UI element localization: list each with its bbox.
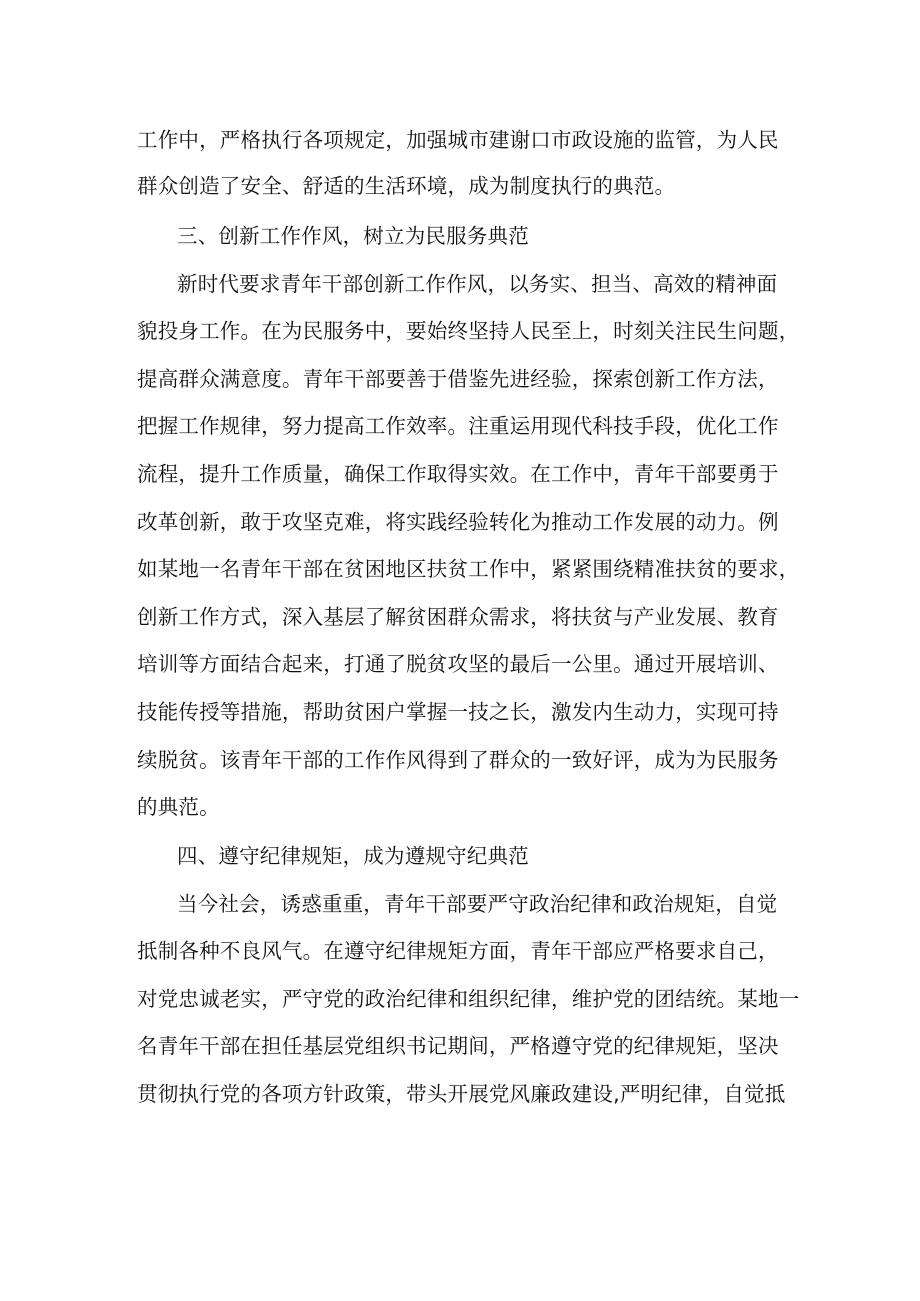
body-text-line: 当今社会，诱惑重重，青年干部要严守政治纪律和政治规矩，自觉 (177, 892, 778, 916)
body-text-line: 名青年干部在担任基层党组织书记期间，严格遵守党的纪律规矩，坚决 (137, 1034, 779, 1058)
body-text-line: 培训等方面结合起来，打通了脱贫攻坚的最后一公里。通过开展培训、 (137, 652, 779, 676)
body-text-line: 对党忠诚老实，严守党的政治纪律和组织纪律，维护党的团结统。某地一 (137, 987, 800, 1011)
body-text-line: 新时代要求青年干部创新工作作风，以务实、担当、高效的精神面 (177, 272, 778, 296)
body-text-line: 的典范。 (137, 795, 220, 819)
body-text-line: 群众创造了安全、舒适的生活环境，成为制度执行的典范。 (137, 174, 676, 198)
body-text-line: 把握工作规律，努力提高工作效率。注重运用现代科技手段，优化工作 (137, 414, 779, 438)
body-text-line: 抵制各种不良风气。在遵守纪律规矩方面，青年干部应严格要求自己， (137, 939, 779, 963)
body-text-line: 技能传授等措施，帮助贫困户掌握一技之长，激发内生动力，实现可持 (137, 700, 779, 724)
body-text-line: 创新工作方式，深入基层了解贫困群众需求，将扶贫与产业发展、教育 (137, 605, 779, 629)
body-text-line: 流程，提升工作质量，确保工作取得实效。在工作中，青年干部要勇于 (137, 462, 779, 486)
body-text-line: 提高群众满意度。青年干部要善于借鉴先进经验，探索创新工作方法， (137, 367, 779, 391)
body-text-line: 贯彻执行党的各项方针政策，带头开展党风廉政建设,严明纪律，自觉抵 (137, 1082, 786, 1106)
body-text-line: 改革创新，敢于攻坚克难，将实践经验转化为推动工作发展的动力。例 (137, 510, 779, 534)
body-text-line: 工作中，严格执行各项规定，加强城市建谢口市政设施的监管，为人民 (137, 128, 779, 152)
body-text-line: 如某地一名青年干部在贫困地区扶贫工作中，紧紧围绕精准扶贫的要求， (137, 557, 800, 581)
body-text-line: 续脱贫。该青年干部的工作作风得到了群众的一致好评，成为为民服务 (137, 748, 779, 772)
body-text-line: 貌投身工作。在为民服务中，要始终坚持人民至上，时刻关注民生问题， (137, 319, 800, 343)
section-heading: 三、创新工作作风，树立为民服务典范 (177, 224, 529, 248)
section-heading: 四、遵守纪律规矩，成为遵规守纪典范 (177, 844, 529, 868)
